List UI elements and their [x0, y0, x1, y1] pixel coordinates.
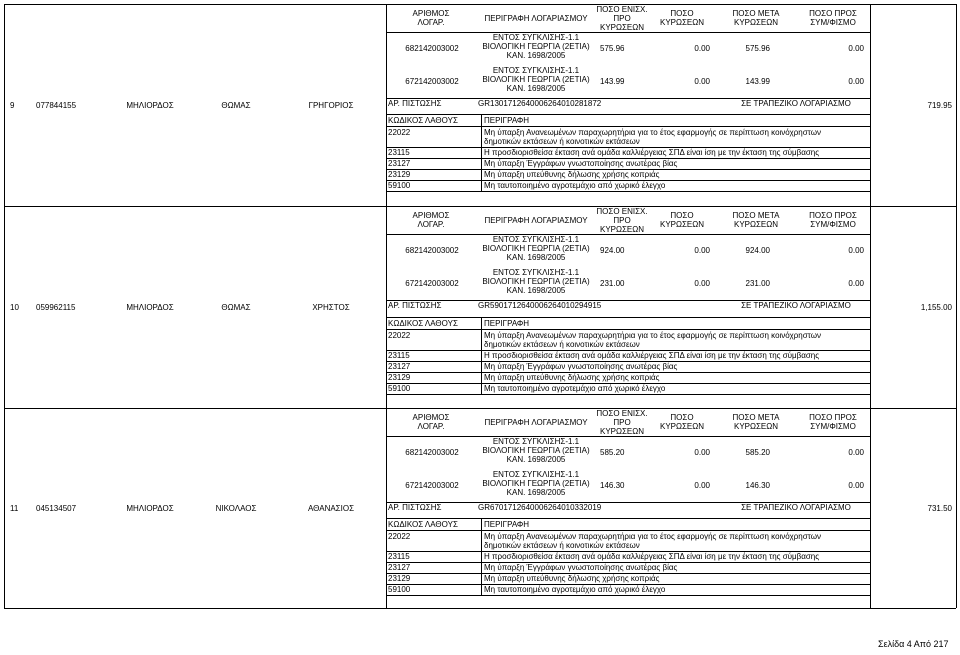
payment-header-sanctions: ΠΟΣΟ — [670, 211, 694, 220]
amount-after-sanctions: 924.00 — [745, 246, 770, 255]
error-description: Μη ύπαρξη Έγγράφων γνωστοποίησης ανωτέρας βίας — [484, 159, 678, 168]
payment-header-amount-pre: ΠΡΟ — [613, 418, 631, 427]
table-rule — [386, 584, 870, 585]
amount-after-sanctions: 585.20 — [745, 448, 770, 457]
payment-header-amount-pre: ΚΥΡΩΣΕΩΝ — [599, 225, 645, 234]
account-description: ΒΙΟΛΟΓΙΚΗ ΓΕΩΡΓΙΑ (2ΕΤΙΑ) — [482, 75, 590, 84]
error-code: 59100 — [388, 181, 411, 190]
amount-before-sanctions: 146.30 — [600, 481, 625, 490]
amount-before-sanctions: 575.96 — [600, 44, 625, 53]
error-description: Μη ύπαρξη υπεύθυνης δήλωσης χρήσης κοπριάς — [484, 574, 660, 583]
payment-header-sanctions: ΚΥΡΩΣΕΩΝ — [659, 18, 705, 27]
payment-header-account: ΛΟΓΑΡ. — [417, 422, 445, 431]
total-amount: 719.95 — [927, 101, 952, 110]
table-rule — [4, 408, 956, 409]
table-rule — [481, 518, 482, 595]
sanctions-amount: 0.00 — [694, 246, 710, 255]
table-rule — [386, 595, 870, 596]
amount-after-sanctions: 231.00 — [745, 279, 770, 288]
error-description: Μη ταυτοποιημένο αγροτεμάχιο από χωρικό έλεγχο — [484, 384, 666, 393]
error-code: 23127 — [388, 159, 411, 168]
account-number: 682142003002 — [405, 44, 459, 53]
table-rule — [386, 383, 870, 384]
table-rule — [481, 317, 482, 394]
error-description: δημοτικών εκτάσεων ή κοινοτικών εκτάσεων — [484, 340, 640, 349]
payment-header-sanctions: ΚΥΡΩΣΕΩΝ — [659, 422, 705, 431]
table-rule — [386, 551, 870, 552]
table-rule — [386, 126, 870, 127]
payment-header-offset: ΠΟΣΟ ΠΡΟΣ — [809, 211, 857, 220]
payment-header-amount-pre: ΚΥΡΩΣΕΩΝ — [599, 23, 645, 32]
table-rule — [4, 206, 956, 207]
account-description: ΚΑΝ. 1698/2005 — [506, 253, 566, 262]
error-description: Μη ύπαρξη Ανανεωμένων παραχωρητήρια για το έτος εφαρμογής σε περίπτωση κοινόχρηστων — [484, 532, 821, 541]
error-description: Μη ύπαρξη Ανανεωμένων παραχωρητήρια για το έτος εφαρμογής σε περίπτωση κοινόχρηστων — [484, 331, 821, 340]
page-number: Σελίδα 4 Από 217 — [878, 639, 949, 649]
table-rule — [386, 502, 870, 503]
payment-header-amount-pre: ΠΡΟ — [613, 14, 631, 23]
payment-header-offset: ΣΥΜ/ΦΙΣΜΟ — [810, 220, 856, 229]
iban-label: ΑΡ. ΠΙΣΤΩΣΗΣ — [388, 99, 442, 108]
father-name: ΘΩΜΑΣ — [221, 303, 251, 312]
error-description: Μη ύπαρξη Ανανεωμένων παραχωρητήρια για το έτος εφαρμογής σε περίπτωση κοινόχρηστων — [484, 128, 821, 137]
account-number: 672142003002 — [405, 279, 459, 288]
payment-header-after: ΠΟΣΟ ΜΕΤΑ — [732, 9, 780, 18]
table-rule — [386, 372, 870, 373]
amount-before-sanctions: 143.99 — [600, 77, 625, 86]
error-code: 22022 — [388, 128, 411, 137]
table-rule — [386, 300, 870, 301]
amount-before-sanctions: 231.00 — [600, 279, 625, 288]
total-amount: 1,155.00 — [920, 303, 952, 312]
error-code: 23115 — [388, 552, 410, 561]
payment-header-after: ΚΥΡΩΣΕΩΝ — [733, 220, 779, 229]
error-description-header: ΠΕΡΙΓΡΑΦΗ — [484, 520, 530, 529]
table-rule — [386, 317, 870, 318]
iban-label: ΑΡ. ΠΙΣΤΩΣΗΣ — [388, 301, 442, 310]
table-rule — [386, 98, 870, 99]
table-rule — [386, 530, 870, 531]
table-rule — [956, 4, 957, 608]
error-code: 23129 — [388, 170, 411, 179]
error-description-header: ΠΕΡΙΓΡΑΦΗ — [484, 116, 530, 125]
payment-header-offset: ΠΟΣΟ ΠΡΟΣ — [809, 413, 857, 422]
table-rule — [386, 234, 870, 235]
error-code-header: ΚΩΔΙΚΟΣ ΛΑΘΟΥΣ — [388, 520, 458, 529]
table-rule — [386, 361, 870, 362]
table-rule — [4, 608, 956, 609]
table-rule — [4, 4, 5, 608]
account-description: ΚΑΝ. 1698/2005 — [506, 488, 566, 497]
error-code: 23129 — [388, 373, 411, 382]
error-description: Η προσδιορισθείσα έκταση ανά ομάδα καλλιέργειας ΣΠΔ είναι ίση με την έκταση της σύμβασης — [484, 351, 820, 360]
account-description: ΚΑΝ. 1698/2005 — [506, 51, 566, 60]
tax-id: 077844155 — [36, 101, 77, 110]
table-rule — [386, 32, 870, 33]
tax-id: 045134507 — [36, 504, 77, 513]
payment-header-amount-pre: ΠΟΣΟ ΕΝΙΣΧ. — [596, 409, 648, 418]
surname: ΜΗΛΙΟΡΔΟΣ — [126, 303, 174, 312]
offset-amount: 0.00 — [848, 279, 864, 288]
table-rule — [386, 114, 870, 115]
payment-header-description: ΠΕΡΙΓΡΑΦΗ ΛΟΓΑΡΙΑΣΜΟΥ — [484, 14, 588, 23]
error-code: 22022 — [388, 331, 411, 340]
payment-header-offset: ΣΥΜ/ΦΙΣΜΟ — [810, 422, 856, 431]
payment-header-description: ΠΕΡΙΓΡΑΦΗ ΛΟΓΑΡΙΑΣΜΟΥ — [484, 216, 588, 225]
table-rule — [386, 180, 870, 181]
error-code-header: ΚΩΔΙΚΟΣ ΛΑΘΟΥΣ — [388, 319, 458, 328]
record-number: 9 — [10, 101, 15, 110]
iban-note: ΣΕ ΤΡΑΠΕΖΙΚΟ ΛΟΓΑΡΙΑΣΜΟ — [741, 301, 851, 310]
sanctions-amount: 0.00 — [694, 448, 710, 457]
account-description: ΕΝΤΟΣ ΣΥΓΚΛΙΣΗΣ-1.1 — [492, 235, 580, 244]
offset-amount: 0.00 — [848, 448, 864, 457]
father-name: ΘΩΜΑΣ — [221, 101, 251, 110]
amount-before-sanctions: 924.00 — [600, 246, 625, 255]
payment-header-after: ΠΟΣΟ ΜΕΤΑ — [732, 413, 780, 422]
father-name: ΝΙΚΟΛΑΟΣ — [215, 504, 257, 513]
payment-header-sanctions: ΠΟΣΟ — [670, 9, 694, 18]
offset-amount: 0.00 — [848, 246, 864, 255]
payment-header-account: ΛΟΓΑΡ. — [417, 18, 445, 27]
account-description: ΚΑΝ. 1698/2005 — [506, 455, 566, 464]
account-description: ΒΙΟΛΟΓΙΚΗ ΓΕΩΡΓΙΑ (2ΕΤΙΑ) — [482, 479, 590, 488]
account-description: ΕΝΤΟΣ ΣΥΓΚΛΙΣΗΣ-1.1 — [492, 66, 580, 75]
error-code: 23127 — [388, 563, 411, 572]
iban-note: ΣΕ ΤΡΑΠΕΖΙΚΟ ΛΟΓΑΡΙΑΣΜΟ — [741, 503, 851, 512]
error-code: 23129 — [388, 574, 411, 583]
account-description: ΕΝΤΟΣ ΣΥΓΚΛΙΣΗΣ-1.1 — [492, 33, 580, 42]
error-code: 22022 — [388, 532, 411, 541]
payment-header-after: ΚΥΡΩΣΕΩΝ — [733, 18, 779, 27]
payment-header-description: ΠΕΡΙΓΡΑΦΗ ΛΟΓΑΡΙΑΣΜΟΥ — [484, 418, 588, 427]
payment-header-amount-pre: ΠΟΣΟ ΕΝΙΣΧ. — [596, 5, 648, 14]
surname: ΜΗΛΙΟΡΔΟΣ — [126, 504, 174, 513]
error-description: Μη ύπαρξη υπεύθυνης δήλωσης χρήσης κοπριάς — [484, 373, 660, 382]
offset-amount: 0.00 — [848, 481, 864, 490]
table-rule — [4, 4, 956, 5]
table-rule — [386, 147, 870, 148]
iban: GR1301712640006264010281872 — [478, 99, 602, 108]
offset-amount: 0.00 — [848, 44, 864, 53]
table-rule — [386, 329, 870, 330]
offset-amount: 0.00 — [848, 77, 864, 86]
account-number: 682142003002 — [405, 246, 459, 255]
error-description: Μη ύπαρξη Έγγράφων γνωστοποίησης ανωτέρας βίας — [484, 362, 678, 371]
first-name: ΧΡΗΣΤΟΣ — [312, 303, 350, 312]
payment-header-account: ΑΡΙΘΜΟΣ — [412, 413, 450, 422]
error-description: δημοτικών εκτάσεων ή κοινοτικών εκτάσεων — [484, 541, 640, 550]
error-description-header: ΠΕΡΙΓΡΑΦΗ — [484, 319, 530, 328]
total-amount: 731.50 — [927, 504, 952, 513]
table-rule — [481, 114, 482, 191]
error-description: Η προσδιορισθείσα έκταση ανά ομάδα καλλιέργειας ΣΠΔ είναι ίση με την έκταση της σύμβασης — [484, 552, 820, 561]
first-name: ΓΡΗΓΟΡΙΟΣ — [308, 101, 354, 110]
account-description: ΕΝΤΟΣ ΣΥΓΚΛΙΣΗΣ-1.1 — [492, 268, 580, 277]
surname: ΜΗΛΙΟΡΔΟΣ — [126, 101, 174, 110]
error-code-header: ΚΩΔΙΚΟΣ ΛΑΘΟΥΣ — [388, 116, 458, 125]
account-description: ΕΝΤΟΣ ΣΥΓΚΛΙΣΗΣ-1.1 — [492, 437, 580, 446]
iban: GR6701712640006264010332019 — [478, 503, 602, 512]
account-description: ΚΑΝ. 1698/2005 — [506, 84, 566, 93]
payment-header-amount-pre: ΠΡΟ — [613, 216, 631, 225]
sanctions-amount: 0.00 — [694, 77, 710, 86]
payment-header-offset: ΣΥΜ/ΦΙΣΜΟ — [810, 18, 856, 27]
error-code: 59100 — [388, 585, 411, 594]
error-description: Μη ταυτοποιημένο αγροτεμάχιο από χωρικό έλεγχο — [484, 585, 666, 594]
table-rule — [386, 158, 870, 159]
account-description: ΚΑΝ. 1698/2005 — [506, 286, 566, 295]
account-number: 682142003002 — [405, 448, 459, 457]
payment-header-after: ΚΥΡΩΣΕΩΝ — [733, 422, 779, 431]
table-rule — [386, 350, 870, 351]
sanctions-amount: 0.00 — [694, 481, 710, 490]
iban-note: ΣΕ ΤΡΑΠΕΖΙΚΟ ΛΟΓΑΡΙΑΣΜΟ — [741, 99, 851, 108]
payment-header-after: ΠΟΣΟ ΜΕΤΑ — [732, 211, 780, 220]
payment-header-account: ΛΟΓΑΡ. — [417, 220, 445, 229]
error-description: δημοτικών εκτάσεων ή κοινοτικών εκτάσεων — [484, 137, 640, 146]
table-rule — [386, 191, 870, 192]
tax-id: 059962115 — [36, 303, 76, 312]
payment-header-sanctions: ΠΟΣΟ — [670, 413, 694, 422]
error-code: 59100 — [388, 384, 411, 393]
error-description: Η προσδιορισθείσα έκταση ανά ομάδα καλλιέργειας ΣΠΔ είναι ίση με την έκταση της σύμβασης — [484, 148, 820, 157]
error-code: 23127 — [388, 362, 411, 371]
error-description: Μη ύπαρξη Έγγράφων γνωστοποίησης ανωτέρας βίας — [484, 563, 678, 572]
amount-before-sanctions: 585.20 — [600, 448, 625, 457]
account-number: 672142003002 — [405, 481, 459, 490]
payment-header-offset: ΠΟΣΟ ΠΡΟΣ — [809, 9, 857, 18]
account-description: ΒΙΟΛΟΓΙΚΗ ΓΕΩΡΓΙΑ (2ΕΤΙΑ) — [482, 446, 590, 455]
table-rule — [386, 562, 870, 563]
payment-header-account: ΑΡΙΘΜΟΣ — [412, 9, 450, 18]
error-description: Μη ταυτοποιημένο αγροτεμάχιο από χωρικό έλεγχο — [484, 181, 666, 190]
payment-header-account: ΑΡΙΘΜΟΣ — [412, 211, 450, 220]
account-description: ΒΙΟΛΟΓΙΚΗ ΓΕΩΡΓΙΑ (2ΕΤΙΑ) — [482, 244, 590, 253]
payment-header-amount-pre: ΚΥΡΩΣΕΩΝ — [599, 427, 645, 436]
sanctions-amount: 0.00 — [694, 279, 710, 288]
amount-after-sanctions: 146.30 — [745, 481, 770, 490]
account-description: ΒΙΟΛΟΓΙΚΗ ΓΕΩΡΓΙΑ (2ΕΤΙΑ) — [482, 42, 590, 51]
iban-label: ΑΡ. ΠΙΣΤΩΣΗΣ — [388, 503, 442, 512]
record-number: 10 — [10, 303, 19, 312]
iban: GR5901712640006264010294915 — [478, 301, 602, 310]
first-name: ΑΘΑΝΑΣΙΟΣ — [307, 504, 355, 513]
error-description: Μη ύπαρξη υπεύθυνης δήλωσης χρήσης κοπριάς — [484, 170, 660, 179]
account-description: ΒΙΟΛΟΓΙΚΗ ΓΕΩΡΓΙΑ (2ΕΤΙΑ) — [482, 277, 590, 286]
table-rule — [386, 436, 870, 437]
error-code: 23115 — [388, 148, 410, 157]
amount-after-sanctions: 143.99 — [745, 77, 770, 86]
table-rule — [386, 169, 870, 170]
sanctions-amount: 0.00 — [694, 44, 710, 53]
error-code: 23115 — [388, 351, 410, 360]
payment-header-amount-pre: ΠΟΣΟ ΕΝΙΣΧ. — [596, 207, 648, 216]
table-rule — [386, 518, 870, 519]
table-rule — [386, 573, 870, 574]
account-number: 672142003002 — [405, 77, 459, 86]
account-description: ΕΝΤΟΣ ΣΥΓΚΛΙΣΗΣ-1.1 — [492, 470, 580, 479]
table-rule — [386, 394, 870, 395]
payment-header-sanctions: ΚΥΡΩΣΕΩΝ — [659, 220, 705, 229]
record-number: 11 — [10, 504, 19, 513]
amount-after-sanctions: 575.96 — [745, 44, 770, 53]
